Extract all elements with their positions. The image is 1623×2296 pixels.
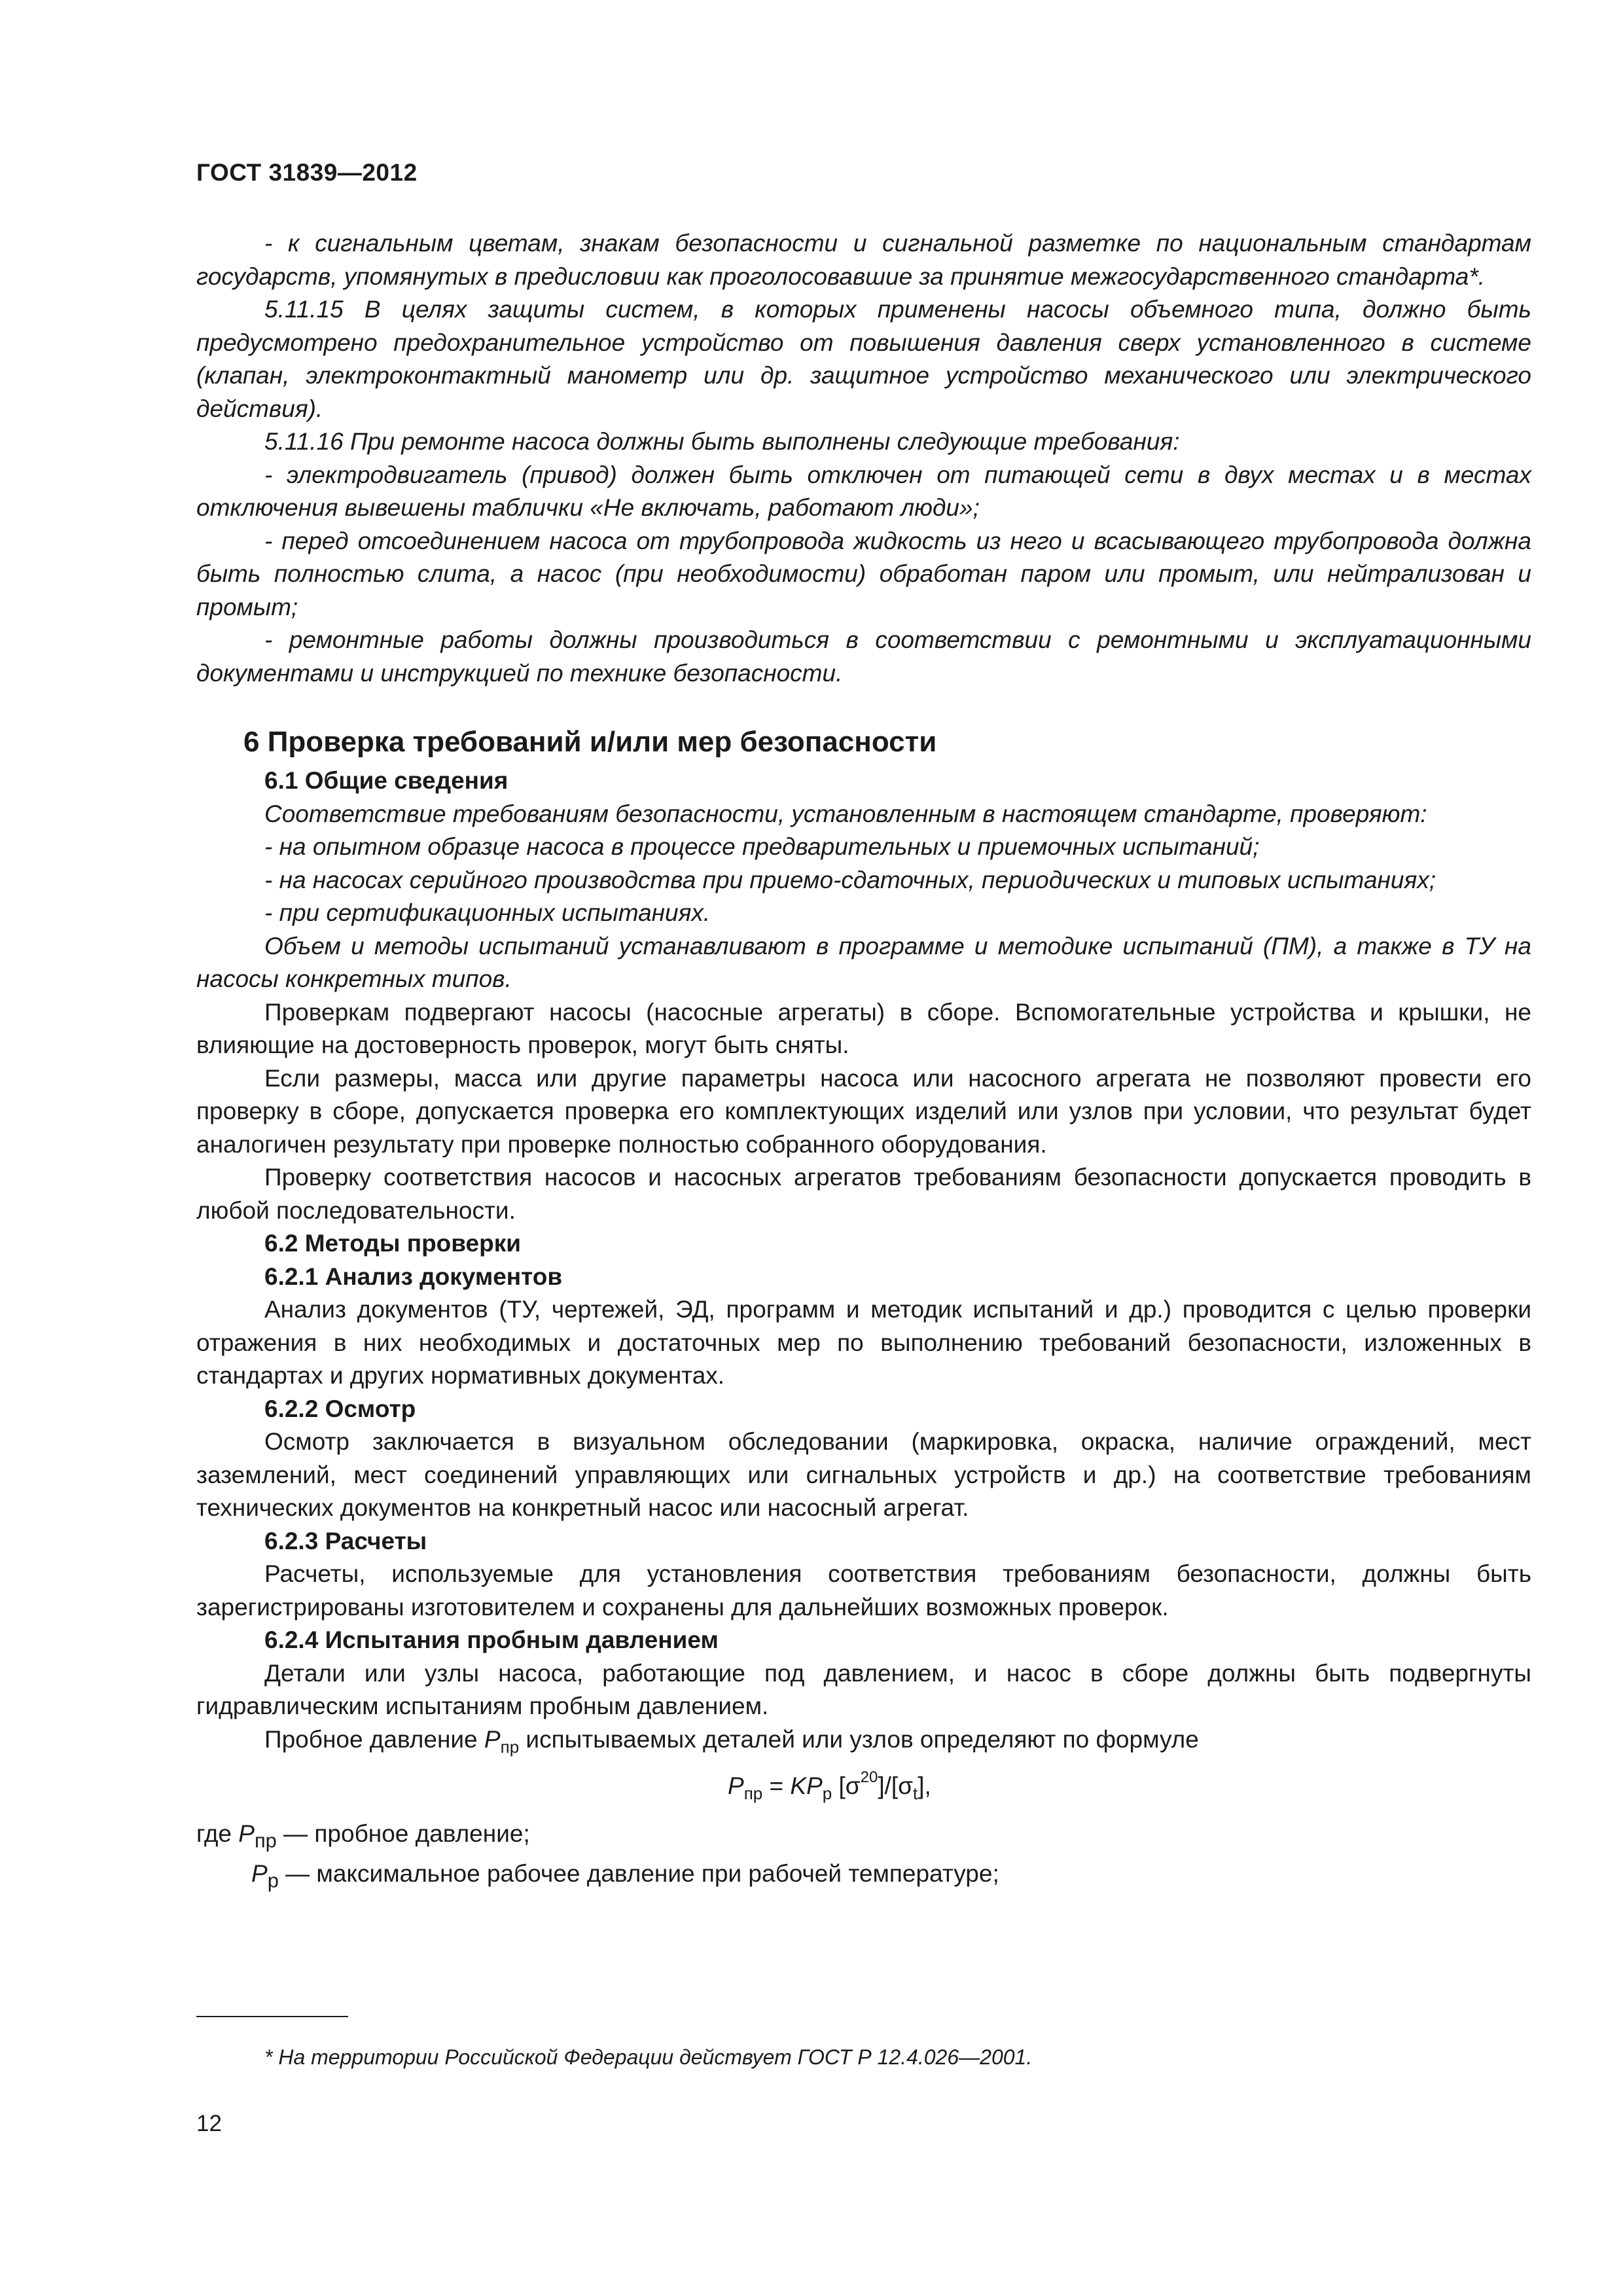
paragraph: Анализ документов (ТУ, чертежей, ЭД, программ и методик испытаний и др.) проводится с целью проверки отражения в них необходимых и достаточных мер по выполнению требований безопасности, изложенных в стандартах и других нормативных документах. [196, 1296, 1531, 1389]
page-number: 12 [196, 2111, 222, 2136]
footnote: * На территории Российской Федерации действует ГОСТ Р 12.4.026—2001. [264, 2045, 1033, 2069]
section-6-2-heading: 6.2 Методы проверки [264, 1230, 521, 1257]
section-6-1-heading: 6.1 Общие сведения [264, 767, 508, 794]
variable: P [238, 1820, 255, 1847]
where-desc: — пробное давление; [276, 1820, 530, 1847]
paragraph: - ремонтные работы должны производиться в соответствии с ремонтными и эксплуатационными документами и инструкцией по технике безопасности. [196, 626, 1531, 687]
variable: P [484, 1725, 501, 1753]
formula-close: ], [918, 1772, 931, 1799]
paragraph: - на насосах серийного производства при приемо-сдаточных, периодических и типовых испытаниях; [264, 866, 1436, 893]
footnote-separator [196, 2016, 348, 2017]
paragraph: Расчеты, используемые для установления соответствия требованиям безопасности, должны быть зарегистрированы изготовителем и сохранены для дальнейших возможных проверок. [196, 1560, 1531, 1621]
section-6-2-2-heading: 6.2.2 Осмотр [264, 1395, 416, 1422]
paragraph: Соответствие требованиям безопасности, установленным в настоящем стандарте, проверяют: [264, 800, 1427, 827]
paragraph: 5.11.16 При ремонте насоса должны быть выполнены следующие требования: [264, 428, 1180, 455]
formula [196, 1767, 1531, 1806]
where-line-1 [196, 1818, 1531, 1857]
paragraph: - перед отсоединением насоса от трубопровода жидкость из него и всасывающего трубопровода должна быть полностью слита, а насос (при необходимости) обработан паром или промыт, или нейтрализован и промыт; [196, 527, 1531, 620]
formula-lhs: P [728, 1772, 744, 1799]
where-line-2 [196, 1857, 1531, 1897]
formula-k: KP [790, 1772, 823, 1799]
variable: P [251, 1859, 268, 1887]
paragraph: Проверку соответствия насосов и насосных агрегатов требованиям безопасности допускается проводить в любой последовательности. [196, 1164, 1531, 1224]
section-6-2-1-heading: 6.2.1 Анализ документов [264, 1263, 563, 1290]
where-desc: — максимальное рабочее давление при рабочей температуре; [278, 1859, 999, 1887]
paragraph: Детали или узлы насоса, работающие под давлением, и насос в сборе должны быть подвергнуты гидравлическим испытаниям пробным давлением. [196, 1659, 1531, 1719]
paragraph-test-pressure [196, 1723, 1531, 1757]
subscript: р [267, 1869, 279, 1892]
paragraph: 5.11.15 В целях защиты систем, в которых применены насосы объемного типа, должно быть предусмотрено предохранительное устройство от повышения давления сверх установленного в системе (клапан, электроконтактный манометр или др. защитное устройство механического или электрического действия). [196, 296, 1531, 422]
paragraph: - к сигнальным цветам, знакам безопасности и сигнальной разметке по национальным стандартам государств, упомянутых в предисловии как проголосовавшие за принятие межгосударственного стандарта*. [196, 230, 1531, 290]
formula-lhs-sub: пр [743, 1784, 763, 1803]
paragraph: Если размеры, масса или другие параметры насоса или насосного агрегата не позволяют провести его проверку в сборе, допускается проверка его комплектующих изделий или узлов при условии, что результат будет аналогичен результату при проверке полностью собранного оборудования. [196, 1064, 1531, 1158]
formula-t-sub: t [913, 1784, 918, 1803]
text-fragment: испытываемых деталей или узлов определяют по формуле [519, 1725, 1199, 1753]
document-body [196, 227, 1531, 1897]
subscript: пр [254, 1829, 277, 1852]
paragraph: Объем и методы испытаний устанавливают в программе и методике испытаний (ПМ), а также в ТУ на насосы конкретных типов. [196, 932, 1531, 992]
where-prefix: где [196, 1820, 239, 1847]
paragraph: Осмотр заключается в визуальном обследовании (маркировка, окраска, наличие ограждений, мест заземлений, мест соединений управляющих или сигнальных устройств и др.) на соответствие требованиям технических документов на конкретный насос или насосный агрегат. [196, 1428, 1531, 1521]
formula-mid: ]/[σ [878, 1772, 914, 1799]
subscript: пр [500, 1736, 520, 1757]
formula-open: [σ [832, 1772, 861, 1799]
document-header: ГОСТ 31839—2012 [196, 159, 418, 186]
section-6-2-4-heading: 6.2.4 Испытания пробным давлением [264, 1626, 719, 1653]
section-6-heading: 6 Проверка требований и/или мер безопасности [243, 726, 937, 758]
formula-k-sub: р [822, 1784, 832, 1803]
paragraph: - при сертификационных испытаниях. [264, 899, 711, 926]
paragraph: - электродвигатель (привод) должен быть отключен от питающей сети в двух местах и в местах отключения вывешены таблички «Не включать, работают люди»; [196, 461, 1531, 521]
formula-sup: 20 [860, 1768, 878, 1786]
paragraph: Проверкам подвергают насосы (насосные агрегаты) в сборе. Вспомогательные устройства и крышки, не влияющие на достоверность проверок, могут быть сняты. [196, 998, 1531, 1058]
paragraph: - на опытном образце насоса в процессе предварительных и приемочных испытаний; [264, 833, 1260, 860]
document-page [196, 0, 1531, 2296]
section-6-2-3-heading: 6.2.3 Расчеты [264, 1527, 427, 1554]
formula-eq: = [762, 1772, 791, 1799]
text-fragment: Пробное давление [264, 1725, 484, 1753]
